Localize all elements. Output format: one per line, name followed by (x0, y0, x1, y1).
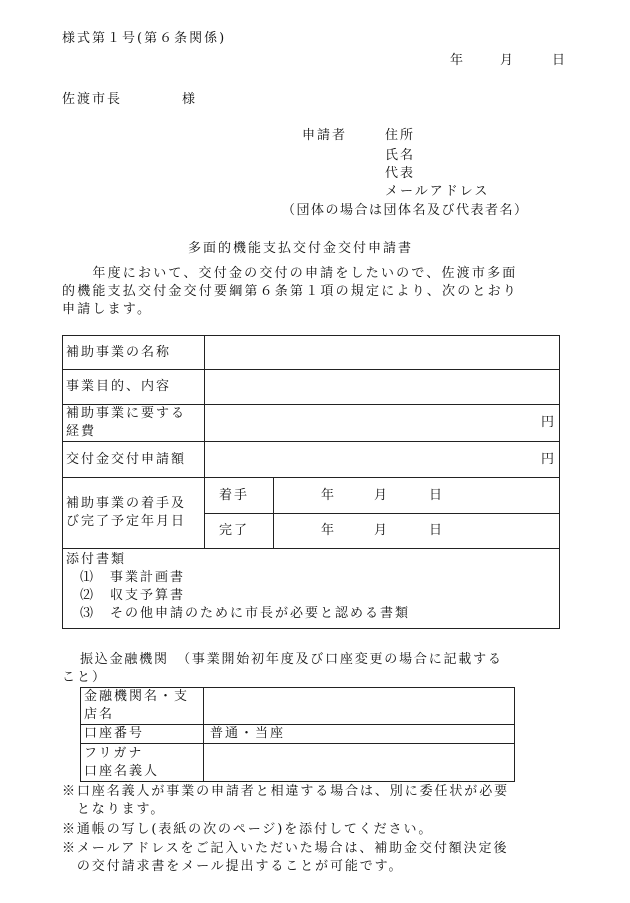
attachment-item: ⑶ その他申請のために市長が必要と認める書類 (80, 606, 411, 621)
document-title: 多面的機能支払交付金交付申請書 (188, 241, 414, 256)
row-holder (81, 744, 515, 782)
row-grant-amount (63, 442, 560, 478)
institution-label-line-1: 金融機関名・支 (84, 689, 190, 704)
expense-yen: 円 (540, 415, 556, 430)
start-year: 年 (321, 487, 337, 503)
row-purpose (63, 370, 560, 405)
applicant-representative-label: 代表 (385, 166, 416, 181)
bank-heading-line-1: 振込金融機関 （事業開始初年度及び口座変更の場合に記載する (80, 652, 503, 667)
intro-line-1: 年度において、交付金の交付の申請をしたいので、佐渡市多面 (62, 266, 518, 281)
finish-day: 日 (429, 523, 445, 538)
row-expense (63, 405, 560, 442)
note-line-3: ※通帳の写し(表紙の次のページ)を添付してください。 (62, 822, 434, 837)
project-name-value[interactable] (205, 336, 560, 370)
expense-label-line-1: 補助事業に要する (66, 406, 187, 421)
attachments-title: 添付書類 (66, 552, 127, 567)
start-month: 月 (374, 487, 390, 503)
applicant-address-label: 住所 (385, 128, 416, 143)
attachment-item: ⑴ 事業計画書 (80, 570, 186, 585)
finish-month: 月 (374, 523, 390, 538)
applicant-email-label: メールアドレス (385, 184, 490, 199)
attachment-item: ⑵ 収支予算書 (80, 588, 186, 603)
note-line-4: ※メールアドレスをご記入いただいた場合は、補助金交付額決定後 (62, 841, 509, 856)
holder-label (81, 744, 204, 782)
application-table (62, 335, 560, 629)
finish-date[interactable] (274, 514, 560, 549)
applicant-name-label: 氏名 (385, 148, 416, 163)
holder-value[interactable] (204, 744, 515, 782)
schedule-label (63, 478, 205, 549)
purpose-value[interactable] (205, 370, 560, 405)
account-number-label: 口座番号 (81, 725, 204, 744)
bank-table (80, 687, 515, 782)
expense-value[interactable] (205, 405, 560, 442)
institution-value[interactable] (204, 688, 515, 725)
row-account-number (81, 725, 515, 744)
account-type: 普通・当座 (210, 726, 286, 741)
schedule-label-line-1: 補助事業の着手及 (66, 496, 187, 511)
date-year: 年 (450, 53, 466, 68)
note-line-1: ※口座名義人が事業の申請者と相違する場合は、別に委任状が必要 (62, 784, 510, 799)
start-label: 着手 (205, 478, 274, 514)
grant-amount-value[interactable] (205, 442, 560, 478)
row-start (63, 478, 560, 514)
row-attachments (63, 549, 560, 629)
form-id: 様式第１号(第６条関係) (62, 31, 227, 46)
expense-label-line-2: 経費 (66, 424, 97, 439)
row-project-name (63, 336, 560, 370)
account-type-value[interactable] (204, 725, 515, 744)
applicant-label: 申請者 (302, 128, 348, 143)
finish-label: 完了 (205, 514, 274, 549)
finish-year: 年 (321, 523, 337, 538)
date-day: 日 (552, 53, 568, 68)
furigana-label: フリガナ (84, 745, 144, 761)
grant-amount-label: 交付金交付申請額 (63, 442, 205, 478)
row-institution (81, 688, 515, 725)
note-line-2: となります。 (62, 802, 166, 817)
recipient-suffix: 様 (182, 92, 198, 107)
intro-line-3: 申請します。 (62, 302, 153, 317)
start-date[interactable] (274, 478, 560, 514)
date-month: 月 (500, 53, 516, 68)
expense-label (63, 405, 205, 442)
attachments-cell (63, 549, 560, 629)
note-line-5: の交付請求書をメール提出することが可能です。 (62, 859, 404, 874)
bank-heading-line-2: こと） (62, 670, 108, 685)
purpose-label: 事業目的、内容 (63, 370, 205, 405)
institution-label-line-2: 店名 (84, 707, 115, 722)
recipient: 佐渡市長 (62, 92, 123, 107)
start-day: 日 (429, 487, 445, 503)
intro-line-2: 的機能支払交付金交付要綱第６条第１項の規定により、次のとおり (62, 284, 519, 299)
grant-amount-yen: 円 (540, 451, 556, 467)
holder-name-label: 口座名義人 (84, 763, 160, 779)
project-name-label: 補助事業の名称 (63, 336, 205, 370)
applicant-note: （団体の場合は団体名及び代表者名） (282, 203, 529, 218)
schedule-label-line-2: び完了予定年月日 (66, 514, 187, 529)
institution-label (81, 688, 204, 725)
